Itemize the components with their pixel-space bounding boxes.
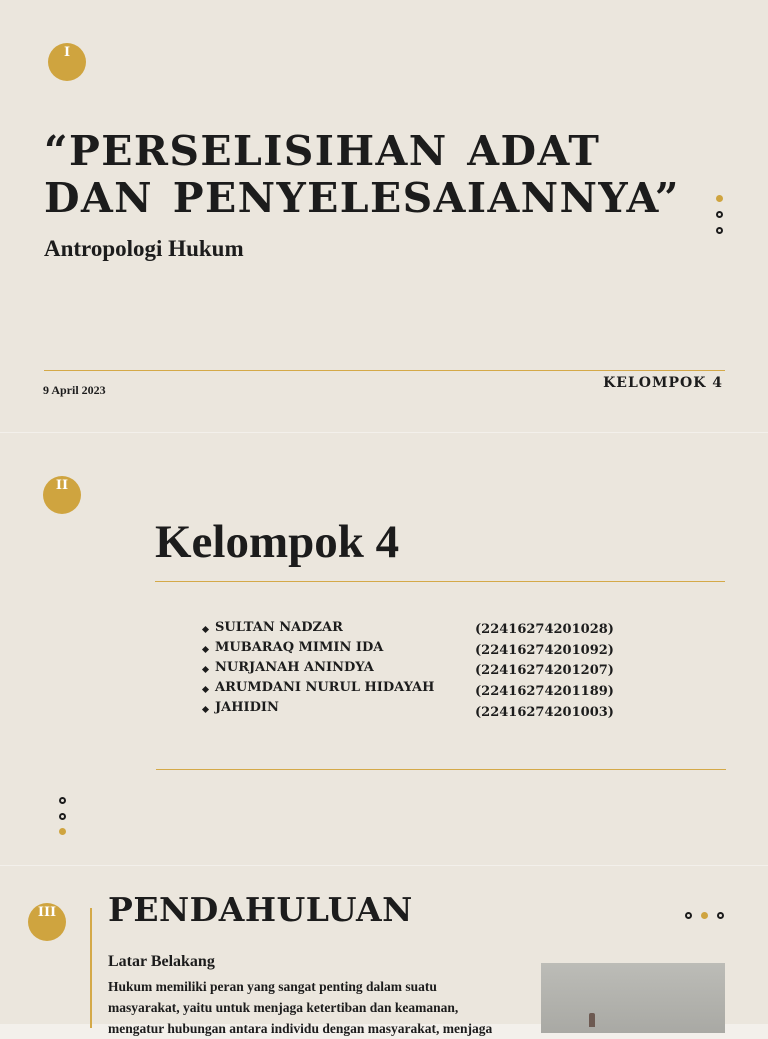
progress-dot: [716, 227, 723, 234]
member-id: (22416274201003): [475, 704, 614, 720]
body-paragraph: Hukum memiliki peran yang sangat penting dalam suatu masyarakat, yaitu untuk menjaga ketertiban dan keamanan, mengatur hubungan antara individu dengan masyarakat, menjaga: [108, 979, 493, 1036]
member-name: JAHIDIN: [200, 698, 470, 718]
member-id: (22416274201207): [475, 663, 614, 679]
progress-dot: [685, 912, 692, 919]
member-name: SULTAN NADZAR: [200, 618, 470, 638]
member-name: NURJANAH ANINDYA: [200, 658, 470, 678]
section-subheading: Latar Belakang: [108, 953, 215, 970]
progress-dot: [59, 797, 66, 804]
slide-number-badge: I: [48, 43, 86, 81]
photo-figure: [589, 1013, 595, 1027]
presentation-subtitle: Antropologi Hukum: [44, 236, 244, 261]
divider-line: [44, 370, 725, 371]
divider-line: [155, 581, 725, 582]
progress-dot: [59, 813, 66, 820]
member-list: [200, 618, 470, 718]
slide-number-badge: III: [28, 903, 66, 941]
member-id: (22416274201028): [475, 622, 614, 637]
progress-dot-active: [701, 912, 708, 919]
vertical-accent-line: [90, 908, 92, 1028]
slide-members: [0, 433, 768, 865]
group-label: KELOMPOK 4: [603, 375, 723, 391]
divider-line: [156, 769, 726, 770]
member-name: ARUMDANI NURUL HIDAYAH: [200, 678, 470, 698]
slide-number-badge: II: [43, 476, 81, 514]
progress-dot: [717, 912, 724, 919]
progress-dot-active: [716, 195, 723, 202]
slide-title: PENDAHULUAN: [108, 890, 413, 929]
progress-dot: [716, 211, 723, 218]
presentation-title: “PERSELISIHAN ADAT DAN PENYELESAIANNYA”: [44, 127, 680, 222]
slide-title: [0, 0, 768, 432]
member-name: MUBARAQ MIMIN IDA: [200, 638, 470, 658]
slide-photo: [541, 963, 725, 1033]
presentation-date: 9 April 2023: [43, 383, 106, 397]
slide-title: Kelompok 4: [155, 516, 400, 568]
member-id: (22416274201189): [475, 684, 614, 700]
member-id: (22416274201092): [475, 642, 614, 658]
progress-dot-active: [59, 828, 66, 835]
slide-intro: [0, 866, 768, 1036]
member-id-list: [475, 620, 614, 724]
